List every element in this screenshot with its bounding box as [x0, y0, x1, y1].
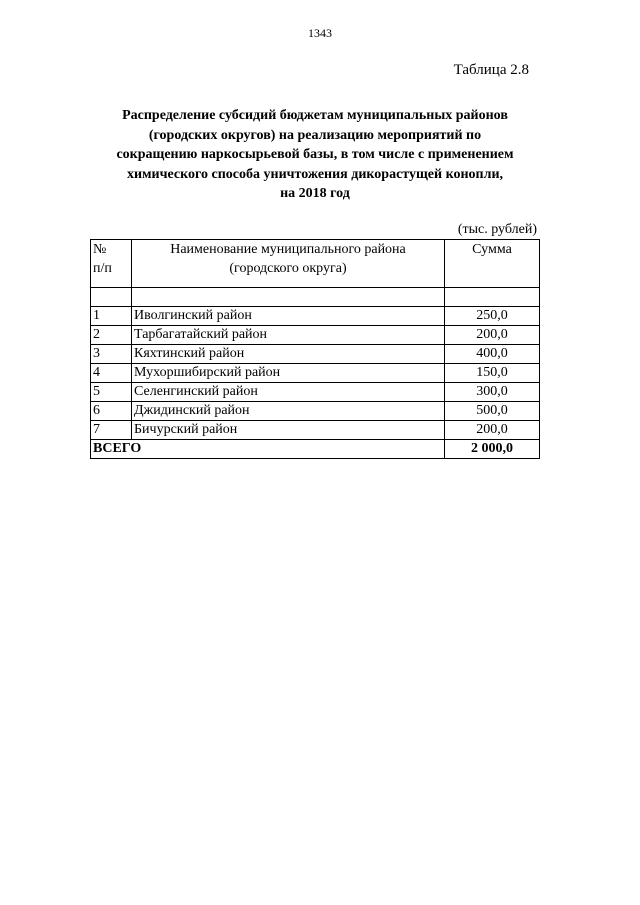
total-label: ВСЕГО [91, 440, 445, 459]
document-title [90, 106, 540, 204]
district-name: Кяхтинский район [132, 345, 445, 364]
row-sum: 150,0 [445, 364, 540, 383]
table-row [91, 364, 540, 383]
row-number: 4 [91, 364, 132, 383]
row-number: 3 [91, 345, 132, 364]
header-number-line2: п/п [93, 261, 112, 276]
row-number: 6 [91, 402, 132, 421]
header-name-line1: Наименование муниципального района [170, 242, 406, 257]
header-number-line1: № [93, 242, 107, 257]
header-gap-row [91, 288, 540, 307]
title-line: на 2018 год [280, 186, 350, 201]
table-row [91, 402, 540, 421]
total-sum: 2 000,0 [445, 440, 540, 459]
header-sum: Сумма [445, 240, 540, 288]
table-row [91, 345, 540, 364]
district-name: Джидинский район [132, 402, 445, 421]
table-label: Таблица 2.8 [453, 62, 529, 78]
title-line: химического способа уничтожения дикорастущей конопли, [126, 166, 504, 182]
row-sum: 200,0 [445, 421, 540, 440]
row-number: 2 [91, 326, 132, 345]
row-sum: 500,0 [445, 402, 540, 421]
title-line: Распределение субсидий бюджетам муниципальных районов [122, 108, 508, 123]
row-number: 5 [91, 383, 132, 402]
title-line: сокращению наркосырьевой базы, в том числе с применением [116, 147, 514, 162]
district-name: Селенгинский район [132, 383, 445, 402]
row-number: 7 [91, 421, 132, 440]
row-sum: 200,0 [445, 326, 540, 345]
district-name: Иволгинский район [132, 307, 445, 326]
table-body [91, 288, 540, 459]
header-number [91, 240, 132, 288]
row-sum: 400,0 [445, 345, 540, 364]
district-name: Бичурский район [132, 421, 445, 440]
district-name: Мухоршибирский район [132, 364, 445, 383]
district-name: Тарбагатайский район [132, 326, 445, 345]
page-number: 1343 [308, 26, 332, 40]
subsidies-table [90, 239, 540, 459]
title-line: (городских округов) на реализацию мероприятий по [148, 127, 482, 143]
header-name [132, 240, 445, 288]
row-sum: 300,0 [445, 383, 540, 402]
table-row [91, 383, 540, 402]
table-row [91, 326, 540, 345]
row-sum: 250,0 [445, 307, 540, 326]
table-row [91, 307, 540, 326]
total-row [91, 440, 540, 459]
row-number: 1 [91, 307, 132, 326]
table-header-row [91, 240, 540, 288]
table-row [91, 421, 540, 440]
header-name-line2: (городского округа) [229, 261, 347, 276]
units-note: (тыс. рублей) [457, 222, 537, 237]
